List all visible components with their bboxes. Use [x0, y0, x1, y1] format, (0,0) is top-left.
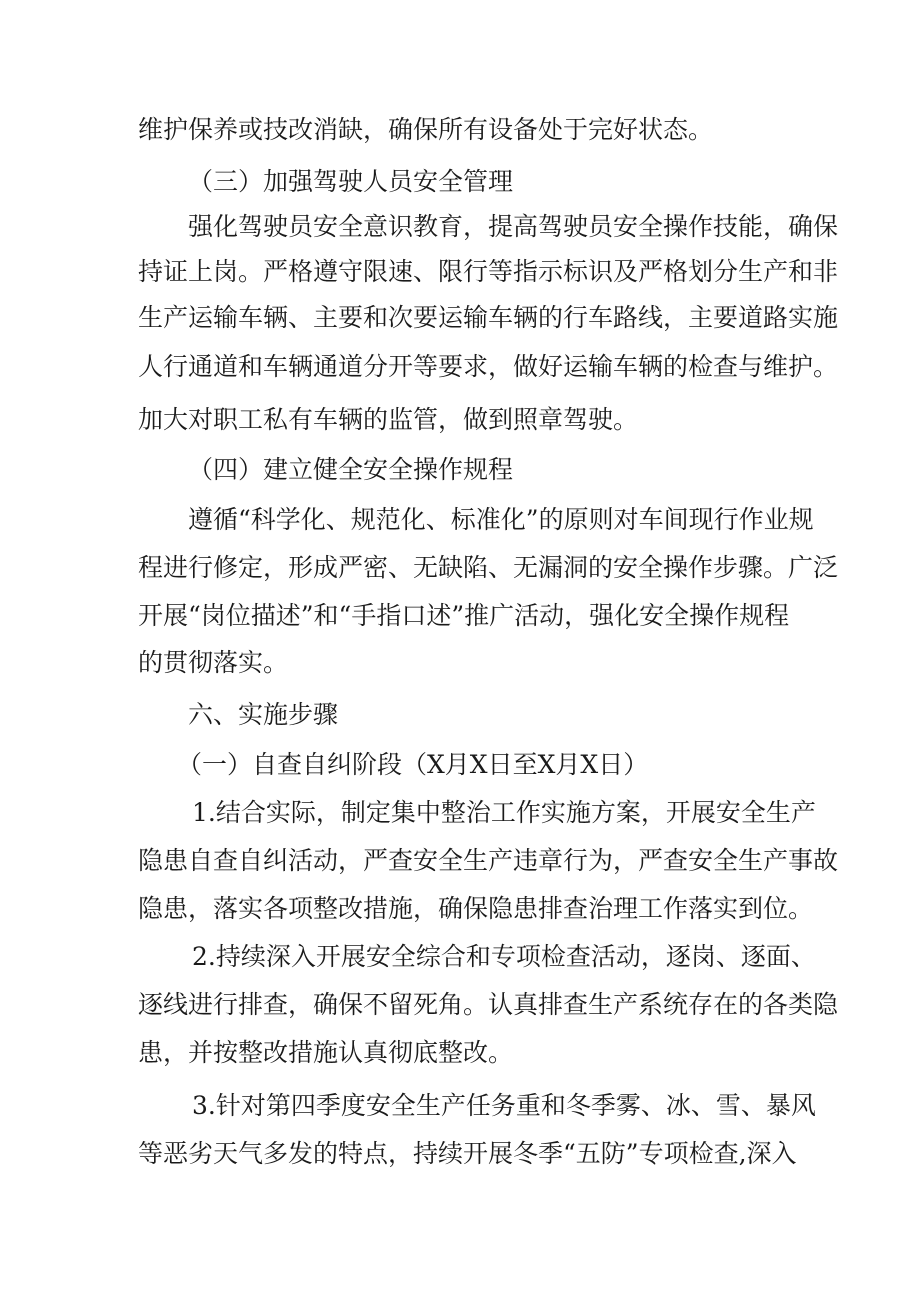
- paragraph-line: 持证上岗。严格遵守限速、限行等指示标识及严格划分生产和非: [138, 257, 839, 286]
- paragraph-line: 强化驾驶员安全意识教育，提高驾驶员安全操作技能，确保: [188, 212, 839, 241]
- list-item-1-line: 隐患自查自纠活动，严查安全生产违章行为，严查安全生产事故: [138, 846, 839, 875]
- paragraph-line: 加大对职工私有车辆的监管，做到照章驾驶。: [138, 405, 639, 434]
- paragraph-line: 人行通道和车辆通道分开等要求，做好运输车辆的检查与维护。: [138, 352, 839, 381]
- section-heading-3: （三）加强驾驶人员安全管理: [188, 167, 514, 196]
- list-item-2-line: 患，并按整改措施认真彻底整改。: [138, 1038, 514, 1067]
- list-item-1-line: 1.结合实际，制定集中整治工作实施方案，开展安全生产: [192, 798, 816, 827]
- list-item-2-line: 逐线进行排查，确保不留死角。认真排查生产系统存在的各类隐: [138, 990, 839, 1019]
- list-item-3-line: 等恶劣天气多发的特点，持续开展冬季“五防”专项检查,深入: [138, 1139, 797, 1168]
- list-item-2-line: 2.持续深入开展安全综合和专项检查活动，逐岗、逐面、: [192, 942, 816, 971]
- paragraph-line: 程进行修定，形成严密、无缺陷、无漏洞的安全操作步骤。广泛: [138, 553, 839, 582]
- list-item-1-line: 隐患，落实各项整改措施，确保隐患排查治理工作落实到位。: [138, 894, 814, 923]
- list-item-3-line: 3.针对第四季度安全生产任务重和冬季雾、冰、雪、暴风: [192, 1091, 816, 1120]
- paragraph-line: 生产运输车辆、主要和次要运输车辆的行车路线，主要道路实施: [138, 303, 839, 332]
- chapter-heading-6: 六、实施步骤: [188, 700, 339, 729]
- paragraph-continuation: 维护保养或技改消缺，确保所有设备处于完好状态。: [138, 115, 714, 144]
- paragraph-line: 遵循“科学化、规范化、标准化”的原则对车间现行作业规: [188, 505, 814, 534]
- phase-heading-1: （一）自查自纠阶段（X月X日至X月X日）: [177, 750, 649, 779]
- section-heading-4: （四）建立健全安全操作规程: [188, 455, 514, 484]
- paragraph-line: 开展“岗位描述”和“手指口述”推广活动，强化安全操作规程: [138, 601, 790, 630]
- paragraph-line: 的贯彻落实。: [138, 648, 289, 677]
